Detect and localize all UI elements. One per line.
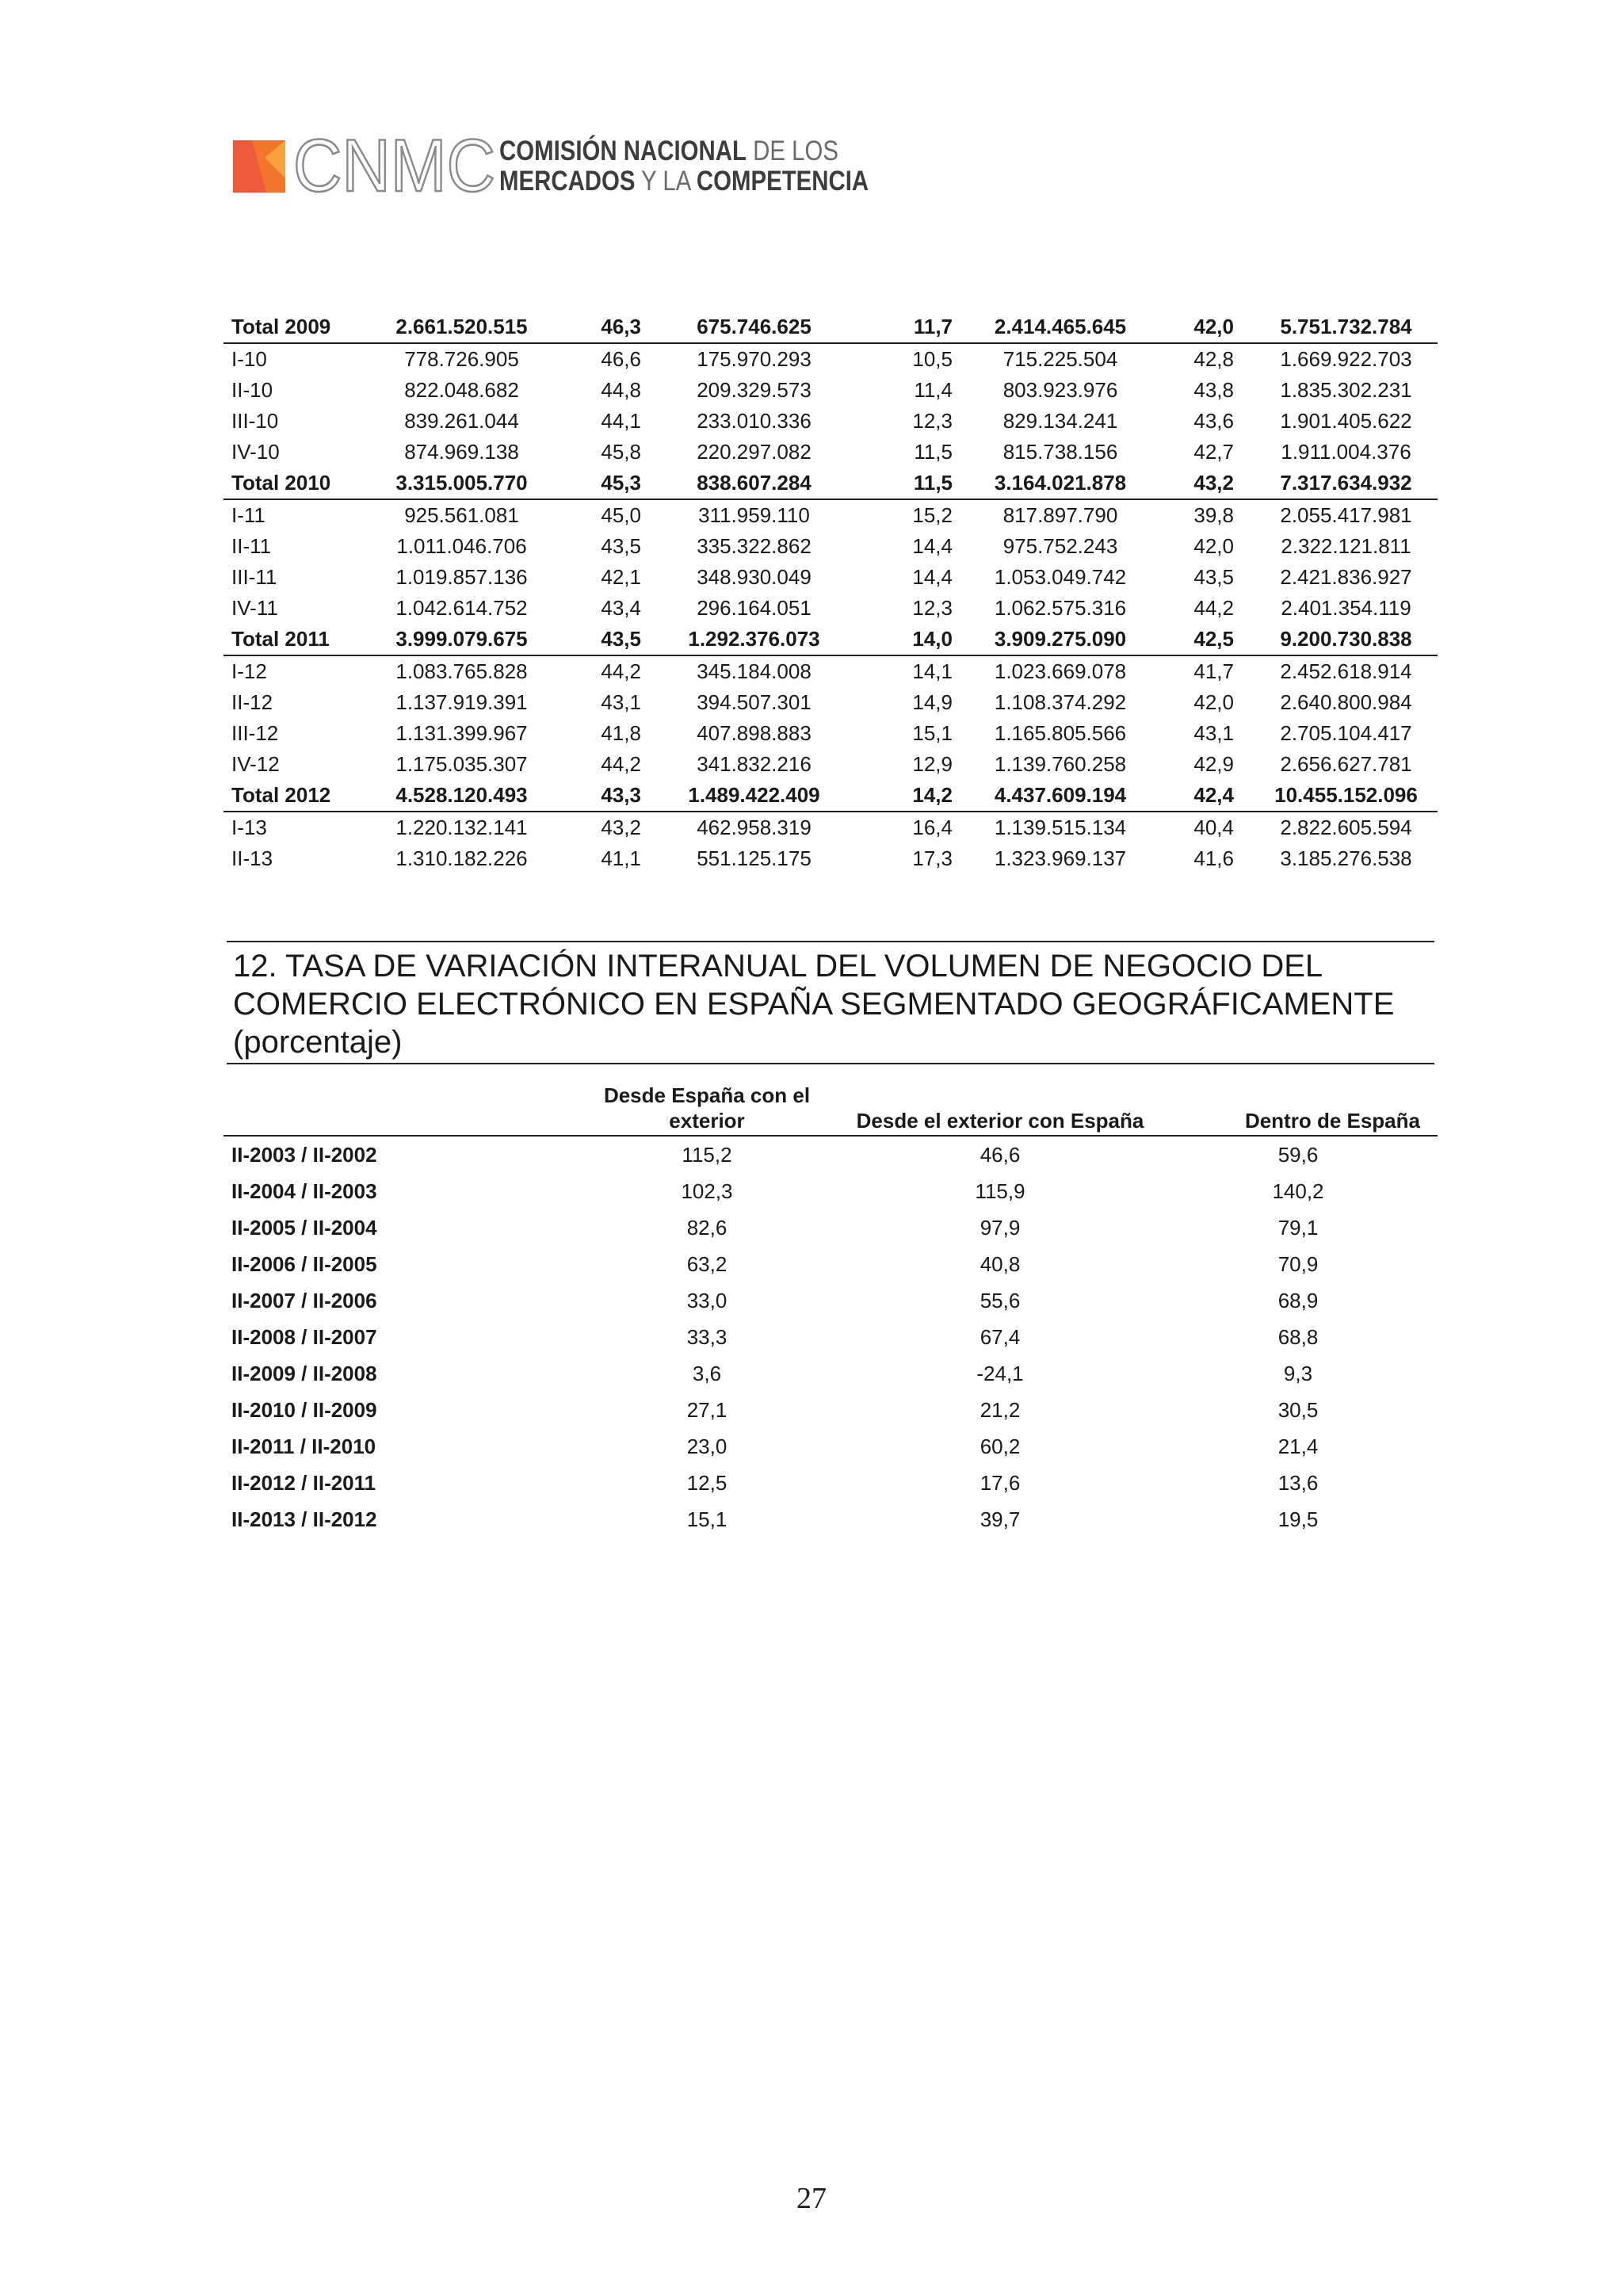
section-title: 12. TASA DE VARIACIÓN INTERANUAL DEL VOLUMEN DE NEGOCIO DEL COMERCIO ELECTRÓNICO EN ESPAÑA SEGMENTADO GEOGRÁFICAMENTE (porcentaje) [233,949,1395,1060]
cnmc-wordmark [499,135,869,198]
value-cell: 822.048.682 [404,378,519,402]
value-cell: 12,5 [686,1471,727,1495]
value-cell: 2.822.605.594 [1280,816,1412,839]
period-cell: IV-12 [231,752,280,776]
value-cell: 175.970.293 [697,347,812,371]
value-cell: 817.897.790 [1002,503,1118,527]
value-cell: 102,3 [681,1179,733,1203]
value-cell: 1.062.575.316 [994,596,1127,620]
value-cell: 46,6 [601,347,641,371]
value-cell: 2.414.465.645 [973,311,1148,343]
value-cell: 79,1 [1277,1216,1319,1240]
value-cell: 42,5 [1148,624,1254,655]
period-cell: II-2005 / II-2004 [231,1216,377,1240]
table-row [223,749,1438,780]
value-cell: 10,5 [912,347,953,371]
value-cell: 14,9 [912,690,953,714]
value-cell: 209.329.573 [697,378,812,402]
value-cell: 1.019.857.136 [395,565,528,589]
wordmark-line2-bold-a: MERCADOS [499,166,636,197]
value-cell: 1.175.035.307 [395,752,528,776]
value-cell: 1.137.919.391 [395,690,528,714]
value-cell: 46,6 [980,1143,1021,1167]
value-cell: 43,5 [1193,565,1234,589]
period-cell: I-13 [231,816,267,839]
value-cell: 407.898.883 [697,721,812,745]
value-cell: 12,3 [912,409,953,433]
value-cell: 1.165.805.566 [994,721,1127,745]
value-cell: 40,8 [980,1252,1021,1276]
value-cell: 9,3 [1283,1362,1313,1385]
value-cell: 803.923.976 [1002,378,1118,402]
value-cell: 1.139.760.258 [994,752,1127,776]
value-cell: 15,1 [912,721,953,745]
value-cell: 43,8 [1193,378,1234,402]
table-row [223,375,1438,406]
value-cell: 14,4 [912,565,953,589]
value-cell: 82,6 [686,1216,727,1240]
period-cell: III-12 [231,721,279,745]
value-cell: 44,1 [601,409,641,433]
value-cell: 43,5 [601,534,641,558]
table-row [223,343,1438,375]
value-cell: 1.489.422.409 [662,780,846,812]
value-cell: 1.023.669.078 [994,659,1127,683]
value-cell: 1.669.922.703 [1280,347,1412,371]
table-row [223,1136,1438,1173]
table-row [223,1246,1438,1282]
value-cell: 11,4 [914,378,953,402]
value-cell: 45,0 [601,503,641,527]
variation-table-head [223,1078,1438,1136]
value-cell: 97,9 [980,1216,1021,1240]
value-cell: 838.607.284 [662,468,846,499]
value-cell: 42,8 [1193,347,1234,371]
value-cell: 44,2 [601,659,641,683]
value-cell: 2.421.836.927 [1280,565,1412,589]
wordmark-line-2 [499,166,939,197]
value-cell: 41,8 [601,721,641,745]
value-cell: 829.134.241 [1002,409,1118,433]
value-cell: 1.310.182.226 [395,846,528,870]
value-cell: 43,6 [1193,409,1234,433]
period-cell: II-2010 / II-2009 [231,1398,377,1422]
table-row [223,812,1438,843]
period-cell: IV-11 [231,596,278,620]
value-cell: 1.131.399.967 [395,721,528,745]
value-cell: 311.959.110 [698,503,810,527]
period-cell: II-2009 / II-2008 [231,1362,377,1385]
table-total-row [223,468,1438,499]
table-row [223,531,1438,562]
value-cell: 2.705.104.417 [1280,721,1412,745]
period-cell: I-12 [231,659,267,683]
value-cell: 23,0 [686,1435,727,1458]
value-cell: 15,1 [686,1507,727,1531]
value-cell: 140,2 [1272,1179,1324,1203]
value-cell: 2.656.627.781 [1280,752,1412,776]
wordmark-line2-light: Y LA [635,166,697,197]
value-cell: 394.507.301 [697,690,812,714]
value-cell: 335.322.862 [697,534,812,558]
value-cell: 9.200.730.838 [1254,624,1438,655]
value-cell: 30,5 [1277,1398,1319,1422]
value-cell: 345.184.008 [697,659,812,683]
value-cell: 70,9 [1277,1252,1319,1276]
section-title-rule-bottom [227,1063,1434,1064]
period-cell: III-10 [231,409,279,433]
value-cell: 44,2 [601,752,641,776]
column-header-period [223,1078,572,1136]
period-cell: II-2011 / II-2010 [231,1435,376,1458]
value-cell: 551.125.175 [697,846,812,870]
value-cell: 815.738.156 [1002,440,1118,464]
value-cell: 44,2 [1193,596,1234,620]
table-row [223,406,1438,437]
table-row [223,843,1438,874]
table-row [223,562,1438,593]
value-cell: 5.751.732.784 [1254,311,1438,343]
value-cell: 10.455.152.096 [1254,780,1438,812]
value-cell: 2.640.800.984 [1280,690,1412,714]
page-number: 27 [796,2182,827,2215]
value-cell: 43,5 [543,624,662,655]
period-cell: II-2007 / II-2006 [231,1289,377,1312]
value-cell: 14,0 [846,624,973,655]
table-row [223,1173,1438,1209]
value-cell: 16,4 [912,816,953,839]
value-cell: 675.746.625 [662,311,846,343]
value-cell: 341.832.216 [697,752,812,776]
table-total-row [223,624,1438,655]
value-cell: 42,0 [1193,690,1234,714]
variation-table-header-row [223,1078,1438,1136]
value-cell: 41,1 [601,846,641,870]
value-cell: 2.661.520.515 [380,311,543,343]
table-row [223,593,1438,624]
table-row [223,499,1438,531]
value-cell: 925.561.081 [404,503,519,527]
value-cell: 1.053.049.742 [994,565,1127,589]
value-cell: 4.437.609.194 [973,780,1148,812]
table-row [223,1428,1438,1465]
value-cell: 3.164.021.878 [973,468,1148,499]
value-cell: 33,0 [686,1289,727,1312]
value-cell: 43,2 [1148,468,1254,499]
period-cell: IV-10 [231,440,280,464]
value-cell: 45,3 [543,468,662,499]
period-cell: I-10 [231,347,267,371]
value-cell: 45,8 [601,440,641,464]
cnmc-logo [230,135,869,198]
column-header-within-spain: Dentro de España [1159,1078,1438,1136]
value-cell: 2.055.417.981 [1280,503,1412,527]
value-cell: 1.220.132.141 [395,816,528,839]
value-cell: 42,4 [1148,780,1254,812]
table-row [223,718,1438,749]
variation-table [223,1078,1438,1538]
value-cell: 68,8 [1277,1325,1319,1349]
value-cell: 55,6 [980,1289,1021,1312]
value-cell: 43,1 [601,690,641,714]
value-cell: 348.930.049 [697,565,812,589]
value-cell: 2.322.121.811 [1281,534,1411,558]
cnmc-logo-letters-text: CNMC [293,135,495,198]
value-cell: 1.901.405.622 [1280,409,1412,433]
value-cell: 1.108.374.292 [994,690,1127,714]
value-cell: 17,3 [912,846,953,870]
table-total-row [223,311,1438,343]
table-row [223,1465,1438,1501]
volume-table-body [223,311,1438,874]
value-cell: 4.528.120.493 [380,780,543,812]
wordmark-line1-bold: COMISIÓN NACIONAL [499,136,747,166]
value-cell: 2.452.618.914 [1280,659,1412,683]
value-cell: 14,4 [912,534,953,558]
period-cell: Total 2010 [223,468,380,499]
table-row [223,655,1438,687]
value-cell: 115,9 [975,1179,1025,1203]
value-cell: 42,0 [1193,534,1234,558]
value-cell: 1.292.376.073 [662,624,846,655]
value-cell: 27,1 [686,1398,727,1422]
value-cell: 21,4 [1277,1435,1319,1458]
value-cell: 46,3 [543,311,662,343]
value-cell: 43,4 [601,596,641,620]
period-cell: II-2008 / II-2007 [231,1325,377,1349]
wordmark-line1-light: DE LOS [746,136,838,166]
value-cell: 12,3 [912,596,953,620]
value-cell: 13,6 [1277,1471,1319,1495]
table-row [223,1355,1438,1392]
period-cell: III-11 [231,565,277,589]
table-row [223,1319,1438,1355]
period-cell: II-2012 / II-2011 [231,1471,376,1495]
value-cell: 68,9 [1277,1289,1319,1312]
table-row [223,687,1438,718]
volume-table-grid [223,311,1438,874]
period-cell: II-11 [231,534,272,558]
value-cell: 14,2 [846,780,973,812]
value-cell: 43,1 [1193,721,1234,745]
value-cell: 839.261.044 [404,409,519,433]
period-cell: II-2003 / II-2002 [231,1143,377,1167]
period-cell: II-2006 / II-2005 [231,1252,377,1276]
value-cell: 7.317.634.932 [1254,468,1438,499]
value-cell: 11,7 [846,311,973,343]
variation-table-grid [223,1078,1438,1538]
value-cell: 15,2 [912,503,953,527]
table-row [223,1282,1438,1319]
value-cell: 42,9 [1193,752,1234,776]
value-cell: 874.969.138 [404,440,519,464]
value-cell: 975.752.243 [1002,534,1118,558]
period-cell: II-2004 / II-2003 [231,1179,377,1203]
table-row [223,1392,1438,1428]
value-cell: 42,1 [601,565,641,589]
value-cell: 3.185.276.538 [1280,846,1412,870]
value-cell: 1.835.302.231 [1280,378,1412,402]
value-cell: 11,5 [914,440,953,464]
variation-table-body [223,1136,1438,1538]
table-row [223,437,1438,468]
value-cell: 1.323.969.137 [994,846,1127,870]
value-cell: 40,4 [1193,816,1234,839]
period-cell: II-2013 / II-2012 [231,1507,377,1531]
value-cell: 42,0 [1148,311,1254,343]
value-cell: 220.297.082 [697,440,812,464]
value-cell: 1.011.046.706 [396,534,527,558]
value-cell: 296.164.051 [697,596,812,620]
value-cell: 1.042.614.752 [395,596,528,620]
value-cell: 233.010.336 [697,409,812,433]
table-row [223,1209,1438,1246]
value-cell: 3.315.005.770 [380,468,543,499]
value-cell: 44,8 [601,378,641,402]
cnmc-logo-mark-icon [230,137,288,196]
value-cell: 1.083.765.828 [395,659,528,683]
section-12 [227,941,1434,1064]
value-cell: 462.958.319 [697,816,812,839]
value-cell: 19,5 [1277,1507,1319,1531]
value-cell: 41,6 [1193,846,1234,870]
period-cell: Total 2012 [223,780,380,812]
value-cell: 33,3 [686,1325,727,1349]
value-cell: 3.909.275.090 [973,624,1148,655]
value-cell: 3.999.079.675 [380,624,543,655]
value-cell: 39,8 [1193,503,1234,527]
value-cell: 715.225.504 [1002,347,1118,371]
value-cell: 21,2 [980,1398,1021,1422]
value-cell: 43,2 [601,816,641,839]
value-cell: 1.911.004.376 [1281,440,1411,464]
period-cell: Total 2011 [223,624,380,655]
value-cell: -24,1 [976,1362,1024,1385]
period-cell: II-10 [231,378,273,402]
column-header-from-abroad-spain: Desde el exterior con España [842,1078,1159,1136]
volume-table [223,311,1438,874]
value-cell: 60,2 [980,1435,1021,1458]
value-cell: 67,4 [980,1325,1021,1349]
value-cell: 11,5 [846,468,973,499]
value-cell: 2.401.354.119 [1281,596,1411,620]
value-cell: 12,9 [912,752,953,776]
value-cell: 3,6 [692,1362,722,1385]
period-cell: II-12 [231,690,273,714]
wordmark-line-1 [499,136,903,166]
value-cell: 1.139.515.134 [994,816,1127,839]
column-header-from-spain-abroad: Desde España con el exterior [572,1078,842,1136]
value-cell: 778.726.905 [404,347,519,371]
table-row [223,1501,1438,1538]
value-cell: 43,3 [543,780,662,812]
value-cell: 39,7 [980,1507,1021,1531]
value-cell: 41,7 [1193,659,1234,683]
value-cell: 115,2 [682,1143,732,1167]
period-cell: Total 2009 [223,311,380,343]
period-cell: II-13 [231,846,273,870]
value-cell: 17,6 [980,1471,1021,1495]
table-total-row [223,780,1438,812]
period-cell: I-11 [231,503,265,527]
value-cell: 14,1 [912,659,953,683]
value-cell: 63,2 [686,1252,727,1276]
wordmark-line2-bold-b: COMPETENCIA [696,166,869,197]
value-cell: 59,6 [1277,1143,1319,1167]
value-cell: 42,7 [1193,440,1234,464]
